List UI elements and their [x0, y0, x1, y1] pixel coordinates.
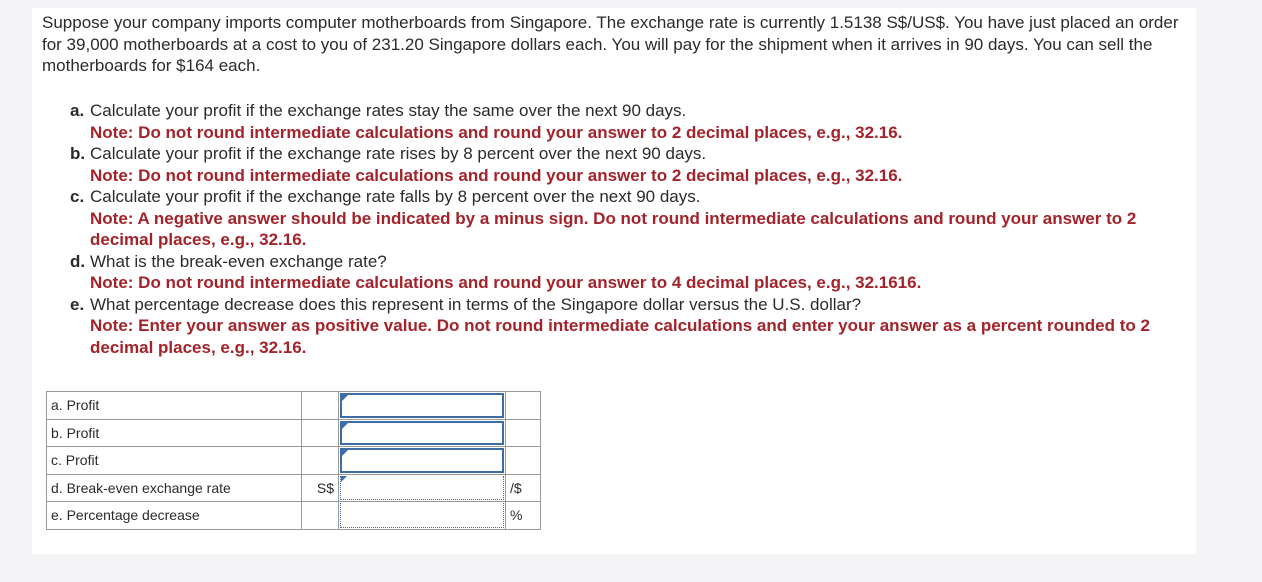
question-part-e [70, 294, 1170, 359]
row-prefix [302, 447, 339, 475]
part-text: Calculate your profit if the exchange rate falls by 8 percent over the next 90 days. [90, 187, 701, 206]
row-prefix [302, 502, 339, 530]
part-text: Calculate your profit if the exchange rates stay the same over the next 90 days. [90, 101, 687, 120]
part-letter: d. [70, 251, 86, 271]
row-prefix: S$ [302, 474, 339, 502]
table-row [47, 392, 541, 420]
row-label: c. Profit [47, 447, 302, 475]
answer-e-input[interactable] [339, 502, 506, 530]
table-row [47, 447, 541, 475]
row-label: b. Profit [47, 419, 302, 447]
part-letter: e. [70, 294, 85, 314]
question-parts [70, 100, 1170, 358]
answer-a-input[interactable] [339, 392, 506, 420]
part-letter: c. [70, 187, 85, 206]
part-text: What percentage decrease does this represent in terms of the Singapore dollar versus the U.S. dollar? [90, 294, 862, 314]
part-letter: a. [70, 101, 85, 120]
question-part-b [70, 143, 1170, 186]
part-text: Calculate your profit if the exchange rate rises by 8 percent over the next 90 days. [90, 144, 707, 163]
row-label: a. Profit [47, 392, 302, 420]
row-prefix [302, 419, 339, 447]
part-note: Note: Do not round intermediate calculations and round your answer to 2 decimal places, e.g., 32.16. [90, 165, 903, 185]
question-part-d [70, 251, 1170, 294]
row-label: d. Break-even exchange rate [47, 474, 302, 502]
row-prefix [302, 392, 339, 420]
table-row [47, 502, 541, 530]
answer-table [46, 391, 541, 530]
part-letter: b. [70, 144, 86, 163]
part-note: Note: Enter your answer as positive value. Do not round intermediate calculations and enter your answer as a percent rounded to 2 decimal places, e.g., 32.16. [90, 316, 1150, 357]
question-part-c [70, 186, 1170, 251]
row-suffix: /$ [506, 474, 541, 502]
answer-c-input[interactable] [339, 447, 506, 475]
answer-b-input[interactable] [339, 419, 506, 447]
table-row [47, 474, 541, 502]
answer-d-input[interactable] [339, 474, 506, 502]
part-note: Note: A negative answer should be indicated by a minus sign. Do not round intermediate calculations and round your answer to 2 decimal places, e.g., 32.16. [90, 208, 1137, 249]
part-note: Note: Do not round intermediate calculations and round your answer to 2 decimal places, e.g., 32.16. [90, 122, 903, 142]
table-row [47, 419, 541, 447]
row-suffix: % [506, 502, 541, 530]
part-text: What is the break-even exchange rate? [90, 251, 387, 271]
part-note: Note: Do not round intermediate calculations and round your answer to 4 decimal places, e.g., 32.1616. [90, 273, 922, 292]
row-label: e. Percentage decrease [47, 502, 302, 530]
question-part-a [70, 100, 1170, 143]
question-intro: Suppose your company imports computer motherboards from Singapore. The exchange rate is currently 1.5138 S$/US$. You have just placed an order for 39,000 motherboards at a cost to you of 231.20 Singapore dollars each. You will pay for the shipment when it arrives in 90 days. You can sell the motherboards for $164 each. [42, 13, 1179, 75]
row-suffix [506, 392, 541, 420]
row-suffix [506, 419, 541, 447]
question-card [32, 8, 1196, 554]
row-suffix [506, 447, 541, 475]
